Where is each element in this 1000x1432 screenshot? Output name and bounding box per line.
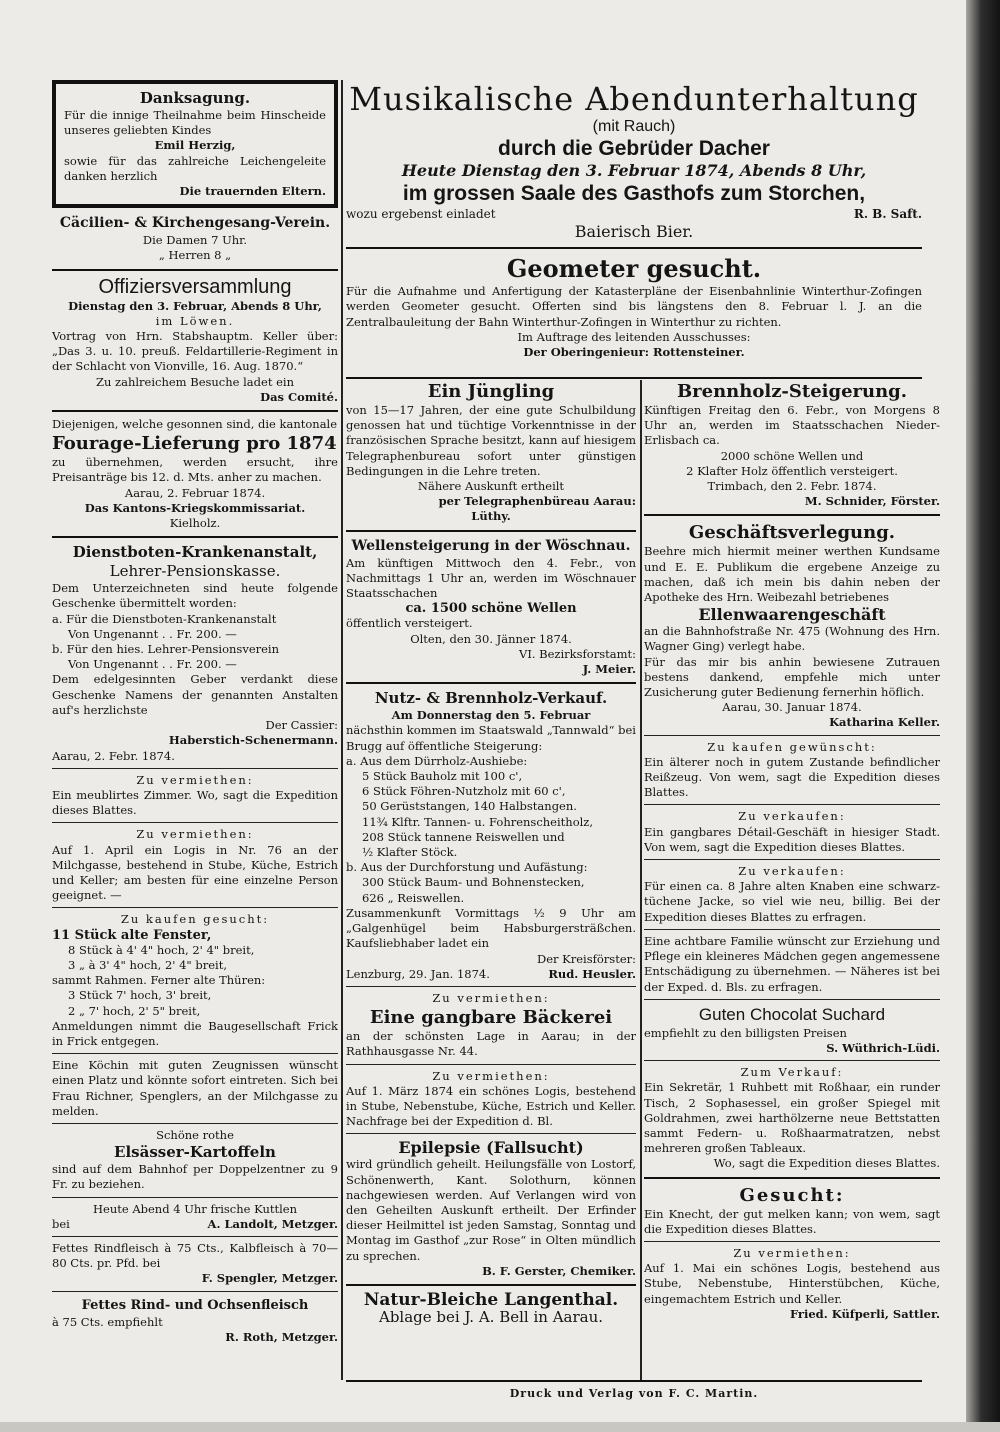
wellen-body2: öffentlich versteigert.: [346, 616, 473, 631]
rule: [346, 1380, 922, 1382]
geometer-sign: Der Oberingenieur: Rottensteiner.: [523, 345, 745, 360]
fenster-line5: 2 „ 7' hoch, 2' 5" breit,: [68, 1003, 201, 1018]
offiz-date: Dienstag den 3. Februar, Abends 8 Uhr,: [68, 298, 322, 313]
gesucht-body: Ein Knecht, der gut melken kann; von wem, sagt die Expedition dieses Blattes.: [644, 1206, 940, 1236]
fourage-intro: Diejenigen, welche gesonnen sind, die kantonale: [52, 417, 338, 432]
brennholz-title: Brennholz-Steigerung.: [676, 381, 908, 402]
offiz-title: Offiziersversammlung: [98, 275, 292, 298]
epilepsie-title: Epilepsie (Fallsucht): [398, 1138, 584, 1158]
geschaeft-body2: an die Bahnhofstraße Nr. 475 (Wohnung des Hrn. Wagner Ging) verlegt habe.: [644, 624, 940, 654]
nutz-place: Lenzburg, 29. Jan. 1874.: [346, 966, 490, 981]
offiz-invite: Zu zahlreichem Besuche ladet ein: [96, 374, 294, 389]
geschaeft-body3: Für das mir bis anhin bewiesene Zutrauen bestens dankend, empfehle mich unter Zusicherung guter Bedienung fernerhin höflich.: [644, 654, 940, 700]
juengling-sign: per Telegraphenbüreau Aarau:: [438, 494, 636, 509]
detail-head: Zu verkaufen:: [738, 809, 846, 824]
fenster-body: Anmeldungen nimmt die Baugesellschaft Frick in Frick entgegen.: [52, 1018, 338, 1048]
geschaeft-body: Beehre mich hiermit meiner werthen Kundsame und E. E. Publikum die ergebene Anzeige zu machen, daß ich mein bis dahin neben der Apotheke des Hrn. Weibezahl betriebenes: [644, 544, 940, 605]
kuttlen-line2: bei: [52, 1216, 70, 1231]
nutz-b2: 626 „ Reiswellen.: [362, 890, 465, 905]
verkauf-body: Ein Sekretär, 1 Ruhbett mit Roßhaar, ein runder Tisch, 2 Sophasessel, ein großer Spiegel mit Goldrahmen, zwei harthölzerne neue Bettstatten sammt Federn- u. Roßhaarmatratzen, nebst mehreren großen Tableaux.: [644, 1080, 940, 1156]
musik-title: Musikalische Abendunterhaltung: [349, 80, 919, 118]
danksagung-name: Emil Herzig,: [154, 138, 236, 153]
brennholz-sign: M. Schnider, Förster.: [804, 494, 940, 509]
nutz-a6: ½ Klafter Stöck.: [362, 845, 458, 860]
dienst-a2: Von Ungenannt . . Fr. 200. —: [68, 626, 237, 641]
rule: [52, 410, 338, 412]
caecilien-line2: „ Herren 8 „: [158, 248, 232, 263]
baeckerei-head: Zu vermiethen:: [432, 990, 550, 1005]
rule: [644, 804, 940, 805]
nutz-a: a. Aus dem Dürrholz-Aushiebe:: [346, 753, 528, 768]
rind-sign: F. Spengler, Metzger.: [201, 1271, 338, 1286]
nutz-a3: 50 Gerüststangen, 140 Halbstangen.: [362, 799, 577, 814]
rule: [52, 822, 338, 823]
offiz-sign: Das Comité.: [260, 389, 338, 404]
kartoffeln-line1: Schöne rothe: [156, 1127, 234, 1142]
rule: [346, 1133, 636, 1134]
dienst-thanks: Dem edelgesinnten Geber verdankt diese Geschenke Namens der genannten Anstalten auf's herzlichste: [52, 672, 338, 717]
nutz-body: nächsthin kommen im Staatswald „Tannwald“ bei Brugg auf öffentliche Steigerung:: [346, 723, 636, 753]
musik-invite: wozu ergebenst einladet: [346, 207, 496, 221]
fourage-date: Aarau, 2. Februar 1874.: [124, 485, 266, 500]
caecilien-title: Cäcilien- & Kirchengesang-Verein.: [59, 215, 331, 232]
dienst-b2: Von Ungenannt . . Fr. 200. —: [68, 657, 237, 672]
rule: [52, 269, 338, 271]
ochsen-title: Fettes Rind- und Ochsenfleisch: [81, 1297, 309, 1313]
verm3-head: Zu vermiethen:: [733, 1245, 851, 1260]
gesucht-title: Gesucht:: [739, 1184, 845, 1206]
rule: [52, 1053, 338, 1054]
dienst-b1: b. Für den hies. Lehrer-Pensionsverein: [52, 642, 280, 657]
detail-body: Ein gangbares Détail-Geschäft in hiesiger Stadt. Von wem, sagt die Expedition dieses Blattes.: [644, 824, 940, 854]
rule: [52, 768, 338, 769]
rule: [52, 1291, 338, 1292]
rule: [644, 859, 940, 860]
fourage-title: Fourage-Lieferung pro 1874: [52, 433, 337, 455]
nutz-a2: 6 Stück Föhren-Nutzholz mit 60 c',: [362, 784, 566, 799]
kuttlen-sign: A. Landolt, Metzger.: [207, 1216, 338, 1231]
logis2-head: Zu vermiethen:: [432, 1068, 550, 1083]
rule: [644, 999, 940, 1000]
nutz-meet: Zusammenkunft Vormittags ½ 9 Uhr am „Galgenhügel beim Habsburgersträßchen. Kaufsliebhaber ladet ein: [346, 905, 636, 951]
juengling-sign2: Lüthy.: [471, 509, 511, 524]
verm1-body: Ein meublirtes Zimmer. Wo, sagt die Expedition dieses Blattes.: [52, 787, 338, 818]
imprint-footer: Druck und Verlag von F. C. Martin.: [509, 1387, 759, 1400]
suchard-sign: S. Wüthrich-Lüdi.: [826, 1040, 940, 1055]
rule: [644, 735, 940, 736]
nutz-b: b. Aus der Durchforstung und Aufästung:: [346, 860, 588, 875]
geometer-title: Geometer gesucht.: [506, 254, 762, 284]
geometer-role: Im Auftrage des leitenden Ausschusses:: [517, 329, 751, 344]
fenster-title: 11 Stück alte Fenster,: [52, 927, 212, 943]
epilepsie-body: wird gründlich geheilt. Heilungsfälle von Lostorf, Schönenwerth, Kant. Solothurn, können nachgewiesen werden. Auf Verlangen wird von den Geheilten Auskunft ertheilt. Der Erfinder dieser Heilmittel ist jeden Samstag, Sonntag und Montag im Gasthof „zur Rose“ in Olten mündlich zu sprechen.: [346, 1157, 636, 1263]
fourage-body: zu übernehmen, werden ersucht, ihre Preisanträge bis 12. d. Mts. anher zu machen.: [52, 455, 338, 485]
wellen-qty: ca. 1500 schöne Wellen: [405, 601, 577, 617]
rule: [644, 514, 940, 516]
nutz-a5: 208 Stück tannene Reiswellen und: [362, 829, 565, 844]
musik-sign: R. B. Saft.: [853, 207, 922, 221]
rule: [346, 986, 636, 987]
dienst-role: Der Cassier:: [265, 718, 338, 733]
jacke-body: Für einen ca. 8 Jahre alten Knaben eine schwarz-tüchene Jacke, so viel wie neu, billig. Bei der Expedition dieses Blattes zu erfragen.: [644, 879, 940, 924]
verm1-head: Zu vermiethen:: [136, 772, 254, 787]
fourage-sign2: Kielholz.: [169, 516, 221, 531]
brennholz-line2: 2 Klafter Holz öffentlich versteigert.: [686, 463, 898, 478]
fenster-line2: 3 „ à 3' 4" hoch, 2' 4" breit,: [68, 957, 227, 972]
musik-by: durch die Gebrüder Dacher: [498, 137, 770, 160]
rule: [644, 929, 940, 930]
baeckerei-body: an der schönsten Lage in Aarau; in der Rathhausgasse Nr. 44.: [346, 1029, 636, 1059]
juengling-title: Ein Jüngling: [427, 381, 555, 402]
nutz-title: Nutz- & Brennholz-Verkauf.: [374, 689, 608, 708]
rule: [52, 907, 338, 908]
danksagung-box: [52, 80, 338, 208]
jacke-head: Zu verkaufen:: [738, 864, 846, 879]
rule: [346, 1284, 636, 1286]
rule: [52, 1236, 338, 1237]
nutz-b1: 300 Stück Baum- und Bohnenstecken,: [362, 875, 585, 890]
rule: [346, 530, 636, 532]
rule: [644, 1177, 940, 1179]
verm2-head: Zu vermiethen:: [136, 827, 254, 842]
nutz-date: Am Donnerstag den 5. Februar: [391, 708, 591, 723]
musik-beer: Baierisch Bier.: [574, 222, 694, 242]
wellen-body: Am künftigen Mittwoch den 4. Febr., von Nachmittags 1 Uhr an, werden im Wöschnauer Staatsschachen: [346, 555, 636, 601]
rule: [52, 1197, 338, 1198]
caecilien-line1: Die Damen 7 Uhr.: [142, 233, 248, 248]
rule: [346, 377, 922, 379]
verkauf-head: Zum Verkauf:: [740, 1065, 844, 1080]
middle-column: [346, 380, 636, 1380]
nutz-sign: Rud. Heusler.: [548, 966, 636, 981]
bleiche-body: Ablage bei J. A. Bell in Aarau.: [378, 1307, 604, 1326]
offiz-body: Vortrag von Hrn. Stabshauptm. Keller über: „Das 3. u. 10. preuß. Feldartillerie-Regiment in der Schlacht von Vionville, 16. Aug. 1870.“: [52, 329, 338, 374]
wellen-sign: J. Meier.: [582, 662, 636, 677]
danksagung-sign: Die trauernden Eltern.: [179, 184, 326, 199]
left-column: [52, 80, 338, 1380]
ochsen-body: à 75 Cts. empfiehlt: [52, 1314, 163, 1329]
brennholz-body: Künftigen Freitag den 6. Febr., von Morgens 8 Uhr an, werden im Staatsschachen Nieder-Erlisbach ca.: [644, 403, 940, 448]
danksagung-body2: sowie für das zahlreiche Leichengeleite danken herzlich: [64, 153, 326, 183]
brennholz-date: Trimbach, den 2. Febr. 1874.: [707, 479, 877, 494]
koechin-body: Eine Köchin mit guten Zeugnissen wünscht einen Platz und könnte sofort eintreten. Sich bei Frau Richner, Spenglers, an der Milchgasse zu melden.: [52, 1058, 338, 1118]
juengling-info: Nähere Auskunft ertheilt: [417, 479, 565, 494]
musik-date: Heute Dienstag den 3. Februar 1874, Abends 8 Uhr,: [401, 161, 867, 180]
dienst-title2: Lehrer-Pensionskasse.: [109, 562, 281, 581]
musik-sub: (mit Rauch): [592, 118, 676, 135]
reisszeug-head: Zu kaufen gewünscht:: [707, 739, 877, 754]
rind-body: Fettes Rindfleisch à 75 Cts., Kalbfleisch à 70—80 Cts. pr. Pfd. bei: [52, 1240, 338, 1271]
epilepsie-sign: B. F. Gerster, Chemiker.: [482, 1263, 636, 1278]
baeckerei-title: Eine gangbare Bäckerei: [369, 1007, 613, 1029]
geschaeft-title2: Ellenwaarengeschäft: [698, 605, 886, 625]
bleiche-title: Natur-Bleiche Langenthal.: [363, 1289, 619, 1310]
reisszeug-body: Ein älterer noch in gutem Zustande befindlicher Reißzeug. Von wem, sagt die Expedition dieses Blattes.: [644, 754, 940, 800]
right-column: [644, 380, 940, 1380]
kartoffeln-title: Elsässer-Kartoffeln: [114, 1143, 276, 1162]
fenster-head: Zu kaufen gesucht:: [120, 912, 270, 927]
rule: [644, 1241, 940, 1242]
dienst-title: Dienstboten-Krankenanstalt,: [72, 543, 318, 562]
brennholz-line1: 2000 schöne Wellen und: [720, 448, 864, 463]
logis2-body: Auf 1. März 1874 ein schönes Logis, bestehend in Stube, Nebenstube, Küche, Estrich und Keller. Nachfrage bei der Expedition d. Bl.: [346, 1083, 636, 1129]
geschaeft-sign: Katharina Keller.: [829, 715, 940, 730]
fourage-sign: Das Kantons-Kriegskommissariat.: [84, 500, 306, 515]
rule: [346, 682, 636, 684]
offiz-place: im Löwen.: [155, 313, 235, 328]
juengling-body: von 15—17 Jahren, der eine gute Schulbildung genossen hat und tüchtige Vorkenntnisse in der französischen Sprache besitzt, kann auf hiesigem Telegraphenbureau sofort unter günstigen Bedingungen in die Lehre treten.: [346, 403, 636, 478]
dienst-a1: a. Für die Dienstboten-Krankenanstalt: [52, 611, 277, 626]
rule: [346, 247, 922, 249]
geschaeft-title: Geschäftsverlegung.: [688, 522, 896, 544]
fenster-line4: 3 Stück 7' hoch, 3' breit,: [68, 988, 212, 1003]
danksagung-body: Für die innige Theilnahme beim Hinscheide unseres geliebten Kindes: [64, 108, 326, 138]
page-bottom-edge: [0, 1422, 1000, 1432]
page-edge-shadow: [966, 0, 1000, 1432]
wellen-role: VI. Bezirksforstamt:: [519, 646, 636, 661]
fenster-line1: 8 Stück à 4' 4" hoch, 2' 4" breit,: [68, 942, 255, 957]
kartoffeln-body: sind auf dem Bahnhof per Doppelzentner zu 9 Fr. zu beziehen.: [52, 1162, 338, 1192]
rule: [644, 1060, 940, 1061]
verkauf-where: Wo, sagt die Expedition dieses Blattes.: [713, 1156, 940, 1171]
dienst-date: Aarau, 2. Febr. 1874.: [52, 748, 175, 763]
fenster-line3: sammt Rahmen. Ferner alte Thüren:: [52, 973, 266, 988]
nutz-a4: 11¾ Klftr. Tannen- u. Fohrenscheitholz,: [362, 814, 594, 829]
ochsen-sign: R. Roth, Metzger.: [225, 1329, 338, 1344]
kuttlen-line1: Heute Abend 4 Uhr frische Kuttlen: [93, 1201, 297, 1216]
verm2-body: Auf 1. April ein Logis in Nr. 76 an der Milchgasse, bestehend in Stube, Küche, Estrich und Keller; am besten für eine einzelne Person geeignet. —: [52, 842, 338, 903]
rule: [52, 536, 338, 538]
danksagung-title: Danksagung.: [139, 89, 251, 107]
suchard-title: Guten Chocolat Suchard: [698, 1004, 886, 1024]
wellen-date: Olten, den 30. Jänner 1874.: [410, 631, 572, 646]
musik-place: im grossen Saale des Gasthofs zum Storchen,: [402, 182, 866, 205]
geometer-body: Für die Aufnahme und Anfertigung der Katasterpläne der Eisenbahnlinie Winterthur-Zofingen werden Geometer gesucht. Offerten sind bis längstens den 8. Februar l. J. an die Zentralbauleitung der Bahn Winterthur-Zofingen in Winterthur zu richten.: [346, 284, 922, 329]
dienst-sign: Haberstich-Schenermann.: [168, 733, 338, 748]
geschaeft-date: Aarau, 30. Januar 1874.: [722, 700, 862, 715]
familie-body: Eine achtbare Familie wünscht zur Erziehung und Pflege ein kleineres Mädchen gegen angemessene Entschädigung zu übernehmen. — Näheres ist bei der Exped. d. Bls. zu erfragen.: [644, 933, 940, 994]
suchard-body: empfiehlt zu den billigsten Preisen: [644, 1025, 847, 1040]
wellen-title: Wellensteigerung in der Wöschnau.: [351, 537, 631, 554]
column-rule-left: [341, 80, 343, 1380]
column-rule-right: [640, 380, 642, 1380]
verm3-body: Auf 1. Mai ein schönes Logis, bestehend aus Stube, Nebenstube, Hinterstübchen, Küche, eingemachtem Estrich und Keller.: [644, 1261, 940, 1306]
dienst-intro: Dem Unterzeichneten sind heute folgende Geschenke übermittelt worden:: [52, 581, 338, 611]
rule: [346, 1064, 636, 1065]
rule: [52, 1123, 338, 1124]
nutz-role: Der Kreisförster:: [536, 951, 636, 966]
right-top: [346, 80, 922, 380]
nutz-a1: 5 Stück Bauholz mit 100 c',: [362, 769, 523, 784]
verm3-sign: Fried. Küfperli, Sattler.: [789, 1306, 940, 1321]
